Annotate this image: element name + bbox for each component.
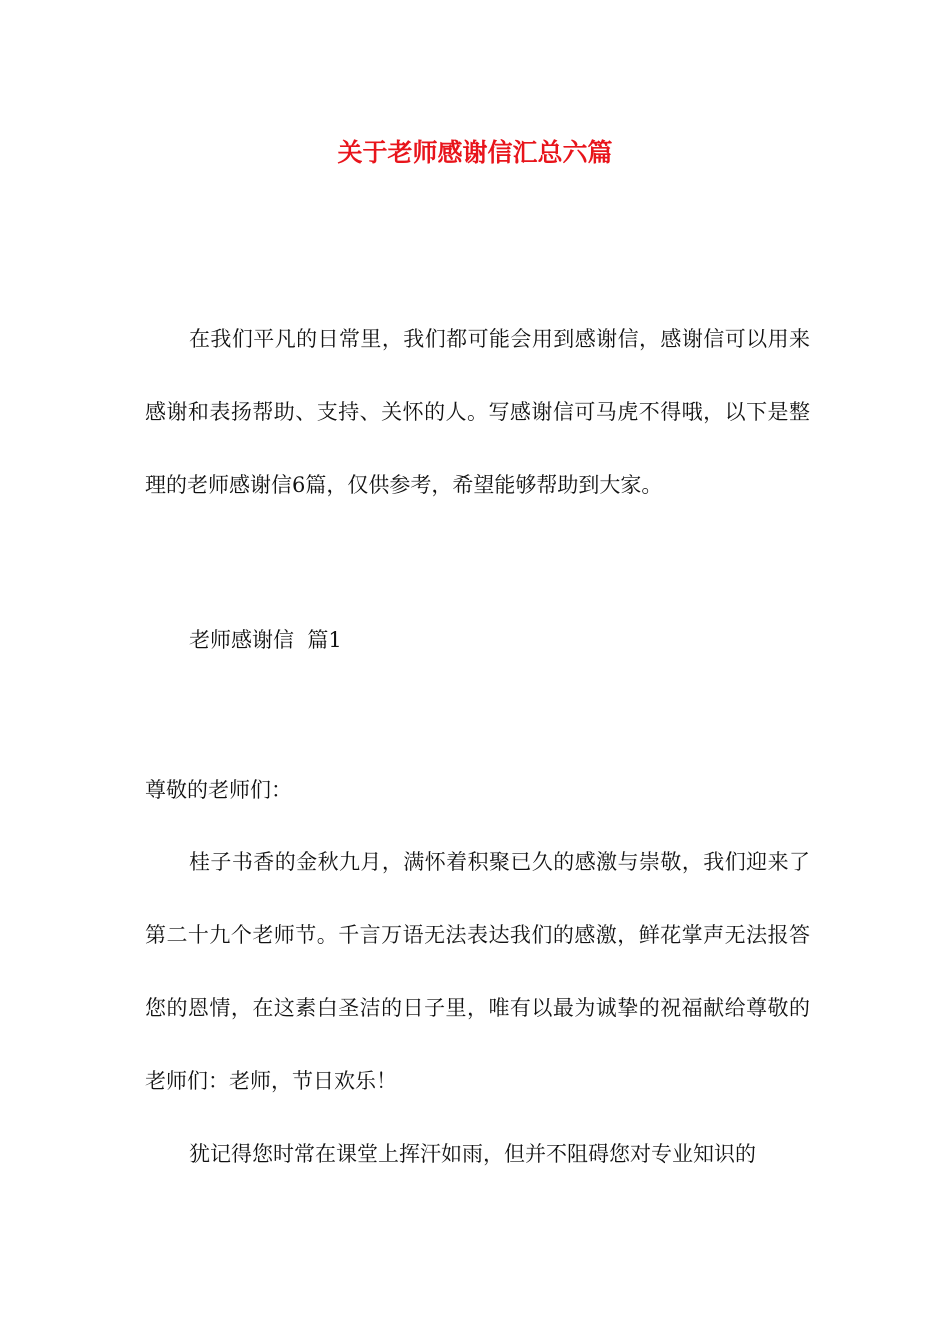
document-title: 关于老师感谢信汇总六篇 bbox=[337, 138, 613, 167]
intro-paragraph: 在我们平凡的日常里，我们都可能会用到感谢信，感谢信可以用来感谢和表扬帮助、支持、关怀的人。写感谢信可马虎不得哦，以下是整理的老师感谢信6篇，仅供参考，希望能够帮助到大家。 bbox=[145, 327, 810, 497]
section-heading: 老师感谢信 篇1 bbox=[189, 628, 342, 652]
letter-paragraph-1: 桂子书香的金秋九月，满怀着积聚已久的感激与崇敬，我们迎来了第二十九个老师节。千言万语无法表达我们的感激，鲜花掌声无法报答您的恩情，在这素白圣洁的日子里，唯有以最为诚挚的祝福献给尊敬的老师们：老师，节日欢乐！ bbox=[145, 850, 810, 1093]
letter-salutation: 尊敬的老师们： bbox=[145, 778, 292, 802]
letter-paragraph-2: 犹记得您时常在课堂上挥汗如雨，但并不阻碍您对专业知识的 bbox=[189, 1142, 756, 1166]
